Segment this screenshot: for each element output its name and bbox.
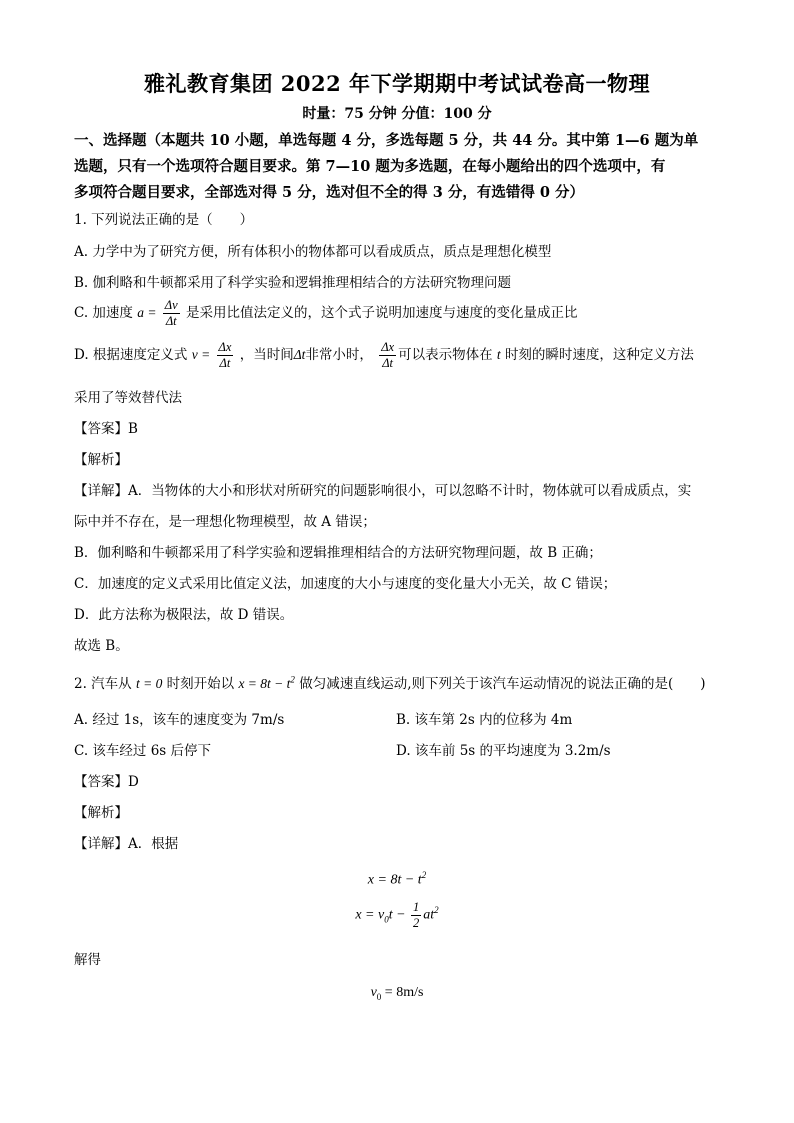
delta-t-symbol: Δt — [293, 347, 306, 362]
equation-part: t − — [388, 907, 406, 923]
q1-analysis-label: 【解析】 — [74, 452, 128, 468]
section-line: 多项符合题目要求，全部选对得 5 分，选对但不全的得 3 分，有选错得 0 分） — [74, 184, 585, 201]
q2-option-c: C. 该车经过 6s 后停下 — [74, 743, 212, 759]
formula-x-base: x = 8t − t — [238, 676, 291, 691]
equation-subscript: 0 — [376, 991, 382, 1002]
formula-t0: t = 0 — [135, 676, 163, 691]
q1-detail-line: 【详解】A．当物体的大小和形状对所研究的问题影响很小，可以忽略不计时，物体就可以看成质点，实 — [74, 483, 692, 499]
equation-part: at — [423, 907, 435, 923]
q2-option-b: B. 该车第 2s 内的位移为 4m — [396, 712, 573, 728]
q1-conclusion: 故选 B。 — [74, 638, 129, 654]
q2-stem — [74, 672, 706, 692]
q1-option-d-prefix: D. 根据速度定义式 — [74, 347, 188, 363]
fraction-one-half — [411, 900, 421, 931]
q1-option-d-continued: 采用了等效替代法 — [74, 390, 182, 406]
q2-option-d: D. 该车前 5s 的平均速度为 3.2m/s — [396, 743, 611, 759]
t-symbol: t — [496, 347, 501, 362]
formula-x-expr — [238, 676, 294, 691]
formula-exponent: 2 — [290, 674, 295, 685]
fraction-dx-dt — [379, 340, 396, 371]
equation-part: x = v — [355, 907, 385, 923]
q1-option-a: A. 力学中为了研究方便，所有体积小的物体都可以看成质点，质点是理想化模型 — [74, 244, 552, 260]
q2-analysis-label: 【解析】 — [74, 805, 128, 821]
q1-option-d-text: 非常小时， — [305, 347, 373, 363]
equation-subscript: 0 — [384, 914, 389, 925]
q2-option-a: A. 经过 1s，该车的速度变为 7m/s — [74, 712, 285, 728]
section-line: 选题，只有一个选项符合题目要求。第 7—10 题为多选题，在每小题给出的四个选项中，有 — [74, 158, 666, 175]
q1-detail-line: 际中并不存在，是一理想化物理模型，故 A 错误； — [74, 514, 376, 530]
q2-stem-text: 时刻开始以 — [166, 676, 235, 692]
page-title: 雅礼教育集团 2022 年下学期期中考试试卷高一物理 — [143, 71, 651, 96]
fraction-numerator: 1 — [413, 900, 420, 914]
q2-answer: 【答案】D — [74, 774, 139, 790]
q1-option-c-suffix: 是采用比值法定义的，这个式子说明加速度与速度的变化量成正比 — [185, 305, 578, 321]
equation-initial-velocity — [0, 985, 794, 1002]
q2-stem-prefix: 2. 汽车从 — [74, 676, 132, 692]
equation-kinematic — [0, 900, 794, 931]
equation-exponent: 2 — [421, 870, 427, 880]
fraction-numerator: Δx — [381, 340, 395, 354]
fraction-denominator: Δt — [219, 356, 231, 370]
fraction-denominator: Δt — [165, 314, 177, 328]
equation-part: = 8m/s — [381, 985, 424, 1000]
equation-position — [0, 870, 794, 889]
fraction-dv-dt — [163, 298, 180, 329]
q1-option-c-prefix: C. 加速度 — [74, 305, 133, 321]
q2-solve-label: 解得 — [74, 952, 101, 968]
q1-option-d — [74, 340, 694, 371]
q1-option-d-text: ，当时间 — [239, 347, 294, 363]
equation-base: x = 8t − t — [367, 872, 422, 888]
q1-stem: 1. 下列说法正确的是（ ） — [74, 212, 254, 228]
section-line: 一、选择题（本题共 10 小题，单选每题 4 分，多选每题 5 分，共 44 分。其中第 1—6 题为单 — [74, 132, 699, 149]
fraction-denominator: 2 — [413, 916, 420, 930]
fraction-denominator: Δt — [382, 356, 394, 370]
q1-answer: 【答案】B — [74, 421, 138, 437]
q1-detail-line: C．加速度的定义式采用比值定义法，加速度的大小与速度的变化量大小无关，故 C 错误； — [74, 576, 617, 592]
formula-a-eq: a = — [137, 305, 157, 320]
q1-option-d-text: 时刻的瞬时速度，这种定义方法 — [504, 347, 694, 363]
equation-exponent: 2 — [434, 905, 439, 916]
q1-option-c — [74, 298, 577, 329]
fraction-numerator: Δv — [164, 298, 178, 312]
exam-info: 时量：75 分钟 分值：100 分 — [302, 106, 492, 122]
section-heading — [74, 128, 734, 206]
q1-option-b: B. 伽利略和牛顿都采用了科学实验和逻辑推理相结合的方法研究物理问题 — [74, 275, 512, 291]
q1-detail-line: B．伽利略和牛顿都采用了科学实验和逻辑推理相结合的方法研究物理问题，故 B 正确； — [74, 545, 602, 561]
equation-part: v — [370, 985, 377, 1000]
fraction-dx-dt — [217, 340, 234, 371]
q2-detail-line: 【详解】A．根据 — [74, 836, 179, 852]
fraction-numerator: Δx — [218, 340, 232, 354]
q1-detail-line: D．此方法称为极限法，故 D 错误。 — [74, 607, 294, 623]
q1-option-d-text: 可以表示物体在 — [398, 347, 493, 363]
q2-stem-suffix: 做匀减速直线运动,则下列关于该汽车运动情况的说法正确的是( ) — [299, 676, 706, 692]
formula-v-eq: v = — [191, 347, 211, 362]
